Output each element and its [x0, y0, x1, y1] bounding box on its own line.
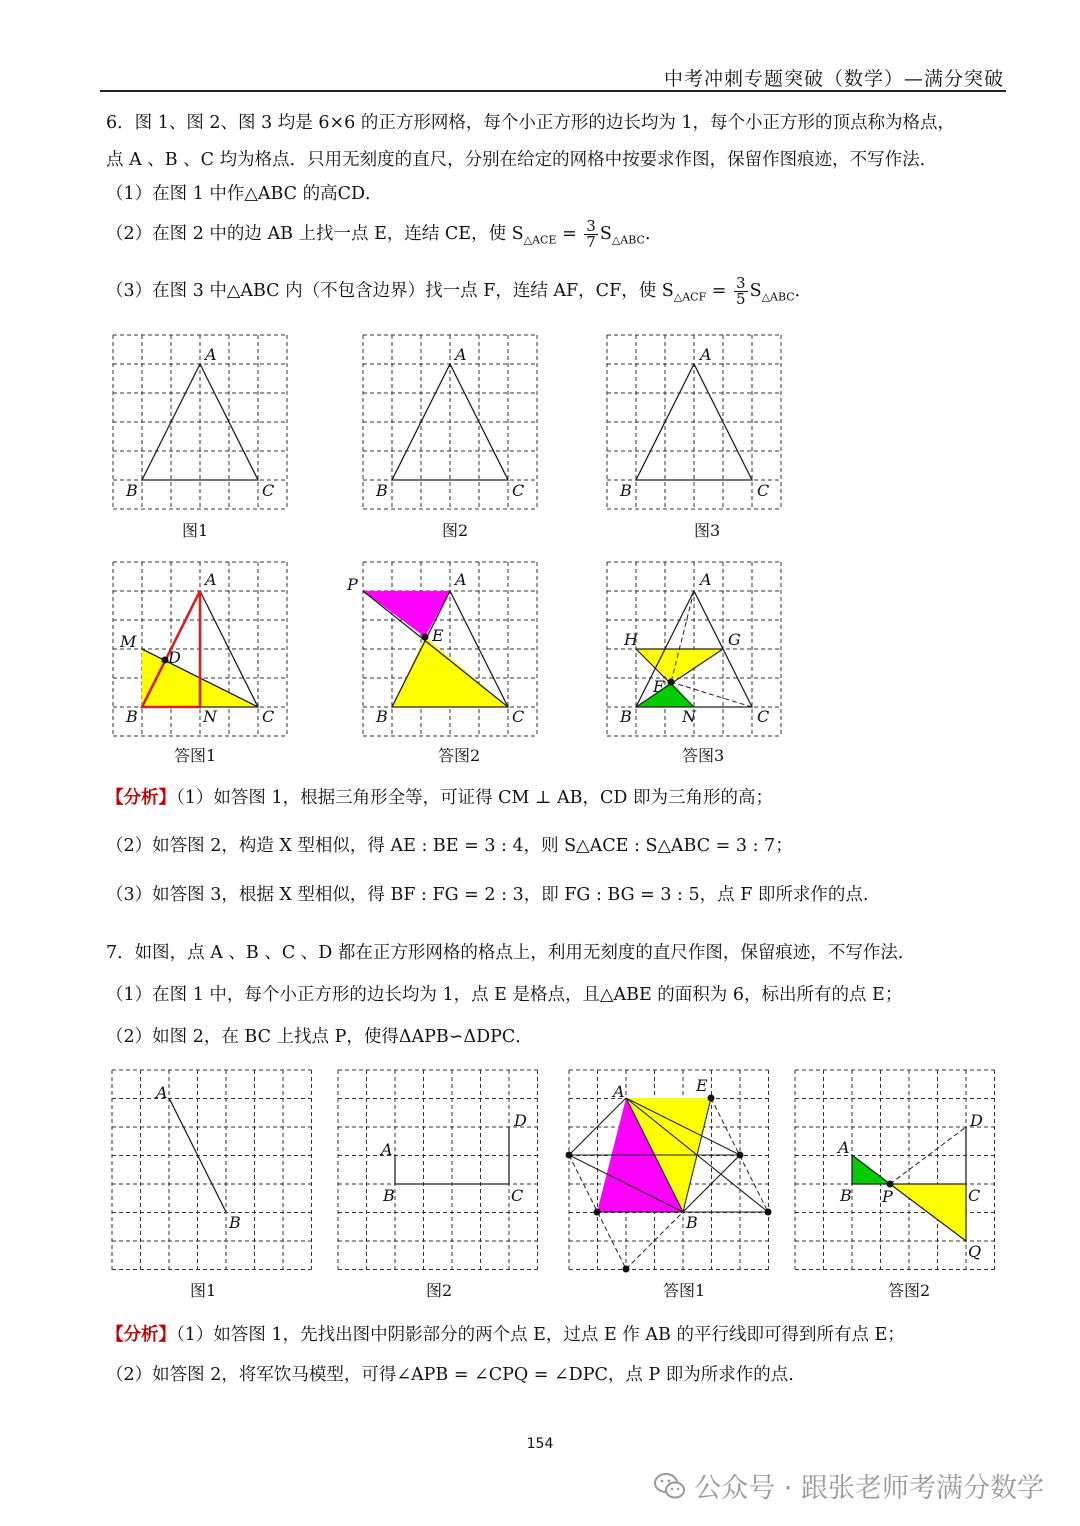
grid — [607, 335, 781, 509]
point-label-a: A — [205, 345, 217, 364]
point-label-d: D — [970, 1111, 983, 1130]
q6-part2-den: 7 — [586, 233, 596, 251]
q6-part3-end: ． — [794, 281, 813, 301]
ans7-2 — [795, 1070, 995, 1270]
caption-q7-ans2: 答图2 — [888, 1281, 931, 1300]
q6-analysis3: （3）如答图 3，根据 X 型相似，得 BF : FG = 2 : 3，即 FG : BG = 3 : 5，点 F 即所求作的点. — [106, 885, 869, 905]
caption-q7-fig1: 图1 — [190, 1281, 217, 1300]
q7-analysis1-text: （1）如答图 1，先找出图中阴影部分的两个点 E，过点 E 作 AB 的平行线即可得到所有点 E； — [176, 1325, 905, 1345]
q7-part1: （1）在图 1 中，每个小正方形的边长均为 1，点 E 是格点，且△ABE 的面积为 6，标出所有的点 E； — [106, 985, 903, 1005]
ans6-2 — [363, 562, 537, 736]
point-label-e: E — [432, 626, 444, 645]
yellow-region — [636, 649, 723, 682]
point-label-d: D — [514, 1111, 527, 1130]
point-label-d: D — [168, 648, 181, 667]
caption-q7-fig2: 图2 — [426, 1281, 453, 1300]
point-label-h: H — [624, 630, 638, 649]
point-label-a: A — [455, 570, 467, 589]
page-header: 中考冲刺专题突破（数学）—满分突破 — [663, 68, 1004, 90]
q7-part2: （2）如图 2，在 BC 上找点 P，使得ΔAPB∽ΔDPC． — [106, 1027, 533, 1047]
q6-part2-text: （2）在图 2 中的边 AB 上找一点 E，连结 CE，使 S — [106, 224, 524, 244]
q6-part2-sub1: △ACE — [523, 233, 557, 247]
page-number: 154 — [526, 1436, 554, 1452]
watermark-text: 公众号 · 跟张老师考满分数学 — [694, 1473, 1044, 1504]
point-label-a: A — [700, 345, 712, 364]
caption-fig3: 图3 — [694, 521, 721, 540]
q6-part2-sub2: △ABC — [611, 233, 645, 247]
ans7-1 — [566, 1070, 772, 1273]
q6-part2-s: S — [599, 224, 612, 244]
point-f — [668, 679, 675, 686]
point-4 — [765, 1209, 772, 1216]
green-region — [636, 682, 694, 707]
point-label-c: C — [968, 1186, 981, 1205]
point-label-b: B — [840, 1186, 852, 1205]
grid — [363, 562, 537, 736]
point-label-b: B — [620, 707, 632, 726]
fig7-1 — [112, 1070, 312, 1270]
caption-fig1: 图1 — [182, 521, 209, 540]
point-label-f: F — [653, 677, 665, 696]
point-label-a: A — [455, 345, 467, 364]
point-label-b: B — [376, 481, 388, 500]
grid — [113, 335, 287, 509]
q6-part2-eq: = — [556, 224, 583, 244]
point-label-c: C — [757, 707, 770, 726]
point-5 — [623, 1266, 630, 1273]
point-label-b: B — [126, 481, 138, 500]
wechat-icon — [654, 1472, 686, 1500]
q6-part2-end: ． — [644, 224, 663, 244]
caption-q7-ans1: 答图1 — [663, 1281, 706, 1300]
fig6-3 — [607, 335, 781, 509]
point-label-e: E — [696, 1076, 708, 1095]
point-label-c: C — [511, 1186, 524, 1205]
point-label-m: M — [120, 632, 137, 651]
point-label-c: C — [512, 481, 525, 500]
q6-part3-num: 3 — [736, 274, 746, 292]
point-label-g: G — [728, 630, 741, 649]
q6-line2: 点 A 、B 、C 均为格点．只用无刻度的直尺，分别在给定的网格中按要求作图，保留作图痕迹，不写作法． — [106, 150, 938, 170]
point-label-a: A — [381, 1140, 393, 1159]
q7-analysis2: （2）如答图 2，将军饮马模型，可得∠APB = ∠CPQ = ∠DPC，点 P 即为所求作的点. — [106, 1365, 794, 1385]
point-label-p: P — [347, 575, 358, 594]
point-e — [422, 634, 429, 641]
q6-part2-num: 3 — [586, 217, 596, 235]
point-1 — [566, 1152, 573, 1159]
point-label-q: Q — [968, 1242, 982, 1261]
point-label-n: N — [682, 707, 696, 726]
grid — [363, 335, 537, 509]
point-label-b: B — [383, 1186, 395, 1205]
q6-analysis1-text: （1）如答图 1，根据三角形全等，可证得 CM ⊥ AB，CD 即为三角形的高； — [176, 788, 774, 808]
grid7 — [338, 1070, 538, 1270]
point-3 — [594, 1209, 601, 1216]
q6-part3-den: 5 — [736, 290, 746, 308]
fig6-2 — [363, 335, 537, 509]
q6-analysis1 — [106, 787, 773, 810]
point-label-b: B — [620, 481, 632, 500]
point-label-c: C — [757, 481, 770, 500]
fig6-1 — [113, 335, 287, 509]
point-label-b: B — [376, 707, 388, 726]
caption-ans1: 答图1 — [174, 746, 217, 765]
q7-line1: 7．如图，点 A 、B 、C 、D 都在正方形网格的格点上，利用无刻度的直尺作图，保留痕迹，不写作法． — [106, 943, 916, 963]
fig7-2 — [338, 1070, 538, 1270]
point-label-b: B — [126, 707, 138, 726]
point-label-b: B — [686, 1213, 698, 1232]
q7-analysis1 — [106, 1324, 905, 1347]
point-label-p: P — [882, 1187, 893, 1206]
q6-part3-sub1: △ACF — [673, 290, 707, 304]
q6-analysis2: （2）如答图 2，构造 X 型相似，得 AE : BE = 3 : 4，则 S△ACE : S△ABC = 3 : 7； — [106, 836, 793, 856]
q6-part1: （1）在图 1 中作△ABC 的高CD． — [106, 184, 383, 204]
caption-fig2: 图2 — [442, 521, 469, 540]
q6-line1: 6．图 1、图 2、图 3 均是 6×6 的正方形网格，每个小正方形的边长均为 1，每个小正方形的顶点称为格点， — [106, 113, 956, 133]
point-label-b: B — [229, 1213, 241, 1232]
q6-part3-eq: = — [706, 281, 733, 301]
point-2 — [737, 1152, 744, 1159]
point-label-a: A — [838, 1138, 850, 1157]
analysis-tag: 【分析】 — [106, 788, 176, 808]
caption-ans3: 答图3 — [682, 746, 725, 765]
ans6-1 — [113, 562, 287, 736]
point-label-a: A — [613, 1082, 625, 1101]
point-label-c: C — [512, 707, 525, 726]
watermark — [654, 1466, 1044, 1505]
point-label-a: A — [205, 570, 217, 589]
point-label-c: C — [262, 481, 275, 500]
caption-ans2: 答图2 — [438, 746, 481, 765]
point-label-c: C — [262, 707, 275, 726]
point-6 — [708, 1095, 715, 1102]
point-label-n: N — [203, 707, 217, 726]
q6-part3-s: S — [749, 281, 762, 301]
q6-part3-sub2: △ABC — [761, 290, 795, 304]
q6-part3-text: （3）在图 3 中△ABC 内（不包含边界）找一点 F，连结 AF，CF，使 S — [106, 281, 674, 301]
grid7 — [112, 1070, 312, 1270]
point-label-a: A — [156, 1083, 168, 1102]
analysis-tag: 【分析】 — [106, 1325, 176, 1345]
point-label-a: A — [700, 570, 712, 589]
